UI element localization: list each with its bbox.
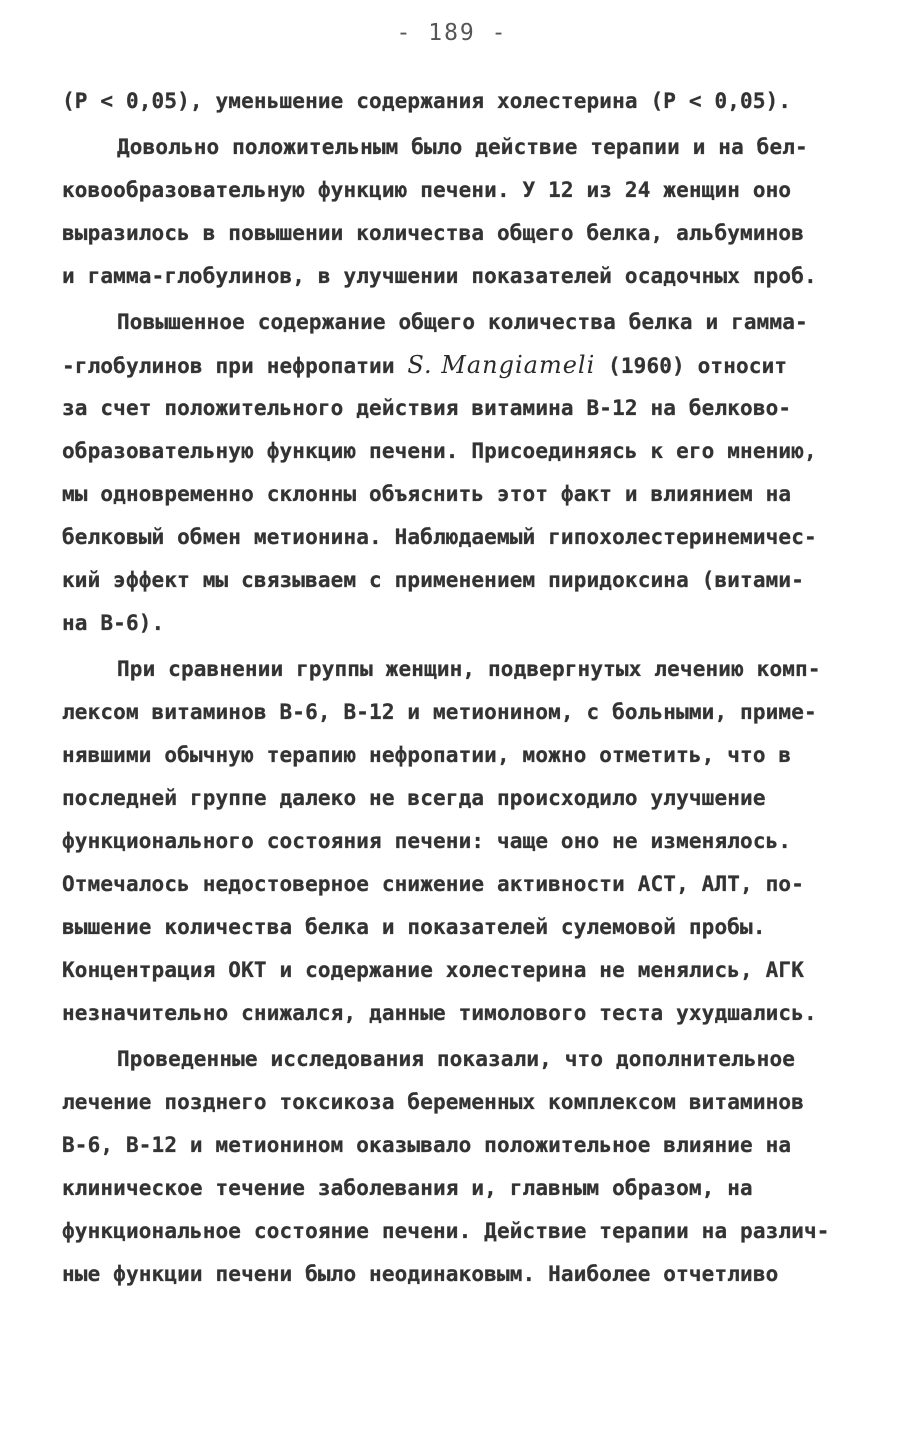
- text-fragment: (1960) относит: [595, 354, 788, 378]
- text-line: на В-6).: [62, 611, 165, 635]
- text-line: кий эффект мы связываем с применением пиридоксина (витами-: [62, 568, 804, 592]
- text-line: Довольно положительным было действие терапии и на бел-: [117, 135, 808, 159]
- handwritten-author-name: S. Mangiameli: [407, 351, 596, 379]
- text-line: Проведенные исследования показали, что дополнительное: [117, 1047, 796, 1071]
- body-text: [62, 80, 852, 1296]
- text-line-with-author: [62, 344, 852, 387]
- text-line: лечение позднего токсикоза беременных комплексом витаминов: [62, 1090, 804, 1114]
- text-line: незначительно снижался, данные тимолового теста ухудшались.: [62, 1001, 817, 1025]
- text-line: вышение количества белка и показателей сулемовой пробы.: [62, 915, 766, 939]
- text-line: функциональное состояние печени. Действие терапии на различ-: [62, 1219, 830, 1243]
- text-fragment: -глобулинов при нефропатии: [62, 354, 408, 378]
- text-line: нявшими обычную терапию нефропатии, можно отметить, что в: [62, 743, 792, 767]
- text-line: последней группе далеко не всегда происходило улучшение: [62, 786, 766, 810]
- text-line: Повышенное содержание общего количества белка и гамма-: [117, 310, 808, 334]
- text-line: выразилось в повышении количества общего белка, альбуминов: [62, 221, 804, 245]
- text-line: и гамма-глобулинов, в улучшении показателей осадочных проб.: [62, 264, 817, 288]
- text-line: При сравнении группы женщин, подвергнутых лечению комп-: [117, 657, 821, 681]
- text-line: образовательную функцию печени. Присоединяясь к его мнению,: [62, 439, 817, 463]
- text-line: В-6, В-12 и метионином оказывало положительное влияние на: [62, 1133, 792, 1157]
- text-line: клиническое течение заболевания и, главным образом, на: [62, 1176, 753, 1200]
- text-line: за счет положительного действия витамина В-12 на белково-: [62, 396, 792, 420]
- page-number: - 189 -: [396, 20, 508, 46]
- text-line: Отмечалось недостоверное снижение активности АСТ, АЛТ, по-: [62, 872, 804, 896]
- text-line: мы одновременно склонны объяснить этот факт и влиянием на: [62, 482, 792, 506]
- text-line: ные функции печени было неодинаковым. Наиболее отчетливо: [62, 1262, 779, 1286]
- text-line: Концентрация ОКТ и содержание холестерина не менялись, АГК: [62, 958, 804, 982]
- text-line: функционального состояния печени: чаще оно не изменялось.: [62, 829, 792, 853]
- text-line: белковый обмен метионина. Наблюдаемый гипохолестеринемичес-: [62, 525, 817, 549]
- text-line: (Р < 0,05), уменьшение содержания холестерина (Р < 0,05).: [62, 89, 792, 113]
- text-line: ковообразовательную функцию печени. У 12 из 24 женщин оно: [62, 178, 792, 202]
- text-line: лексом витаминов В-6, В-12 и метионином, с больными, приме-: [62, 700, 817, 724]
